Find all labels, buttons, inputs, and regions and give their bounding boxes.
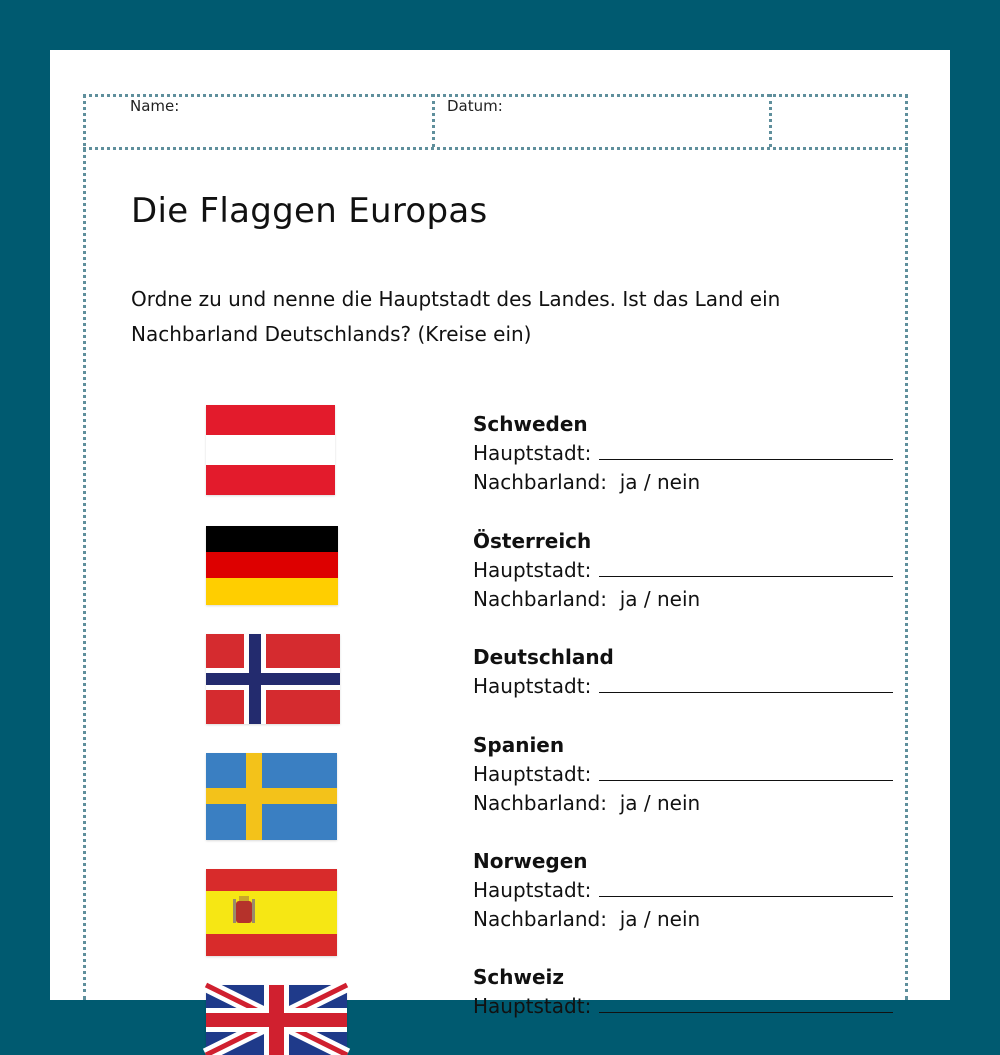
neighbor-label: Nachbarland: [473, 907, 607, 931]
entry-deutschland [473, 643, 893, 701]
capital-input-line[interactable] [599, 439, 893, 460]
neighbor-row [473, 585, 893, 614]
capital-row [473, 992, 893, 1021]
capital-label: Hauptstadt: [473, 994, 592, 1018]
capital-label: Hauptstadt: [473, 762, 592, 786]
capital-input-line[interactable] [599, 876, 893, 897]
neighbor-row [473, 789, 893, 818]
neighbor-row [473, 905, 893, 934]
capital-input-line[interactable] [599, 992, 893, 1013]
entry-oesterreich [473, 527, 893, 614]
austria-flag-icon [206, 405, 335, 495]
capital-label: Hauptstadt: [473, 441, 592, 465]
header-divider-name-date [432, 94, 435, 147]
entry-norwegen [473, 847, 893, 934]
country-name: Deutschland [473, 645, 614, 669]
uk-flag-icon [206, 985, 347, 1055]
instruction-text: Ordne zu und nenne die Hauptstadt des Landes. Ist das Land ein Nachbarland Deutschlands? (Kreise ein) [131, 287, 781, 346]
country-name: Spanien [473, 733, 565, 757]
entry-spanien [473, 731, 893, 818]
country-name: Norwegen [473, 849, 588, 873]
capital-input-line[interactable] [599, 672, 893, 693]
entry-schweden [473, 410, 893, 497]
capital-label: Hauptstadt: [473, 674, 592, 698]
header-bottom-border [83, 147, 908, 150]
header-right-border [905, 94, 908, 1000]
header-divider-date-extra [769, 94, 772, 147]
neighbor-options[interactable]: ja / nein [613, 587, 701, 611]
capital-row [473, 760, 893, 789]
country-name: Österreich [473, 529, 592, 553]
country-name: Schweiz [473, 965, 565, 989]
spain-flag-icon [206, 869, 337, 956]
date-label: Datum: [447, 97, 503, 115]
neighbor-label: Nachbarland: [473, 470, 607, 494]
capital-row [473, 556, 893, 585]
capital-label: Hauptstadt: [473, 558, 592, 582]
capital-row [473, 439, 893, 468]
name-label: Name: [130, 97, 180, 115]
neighbor-options[interactable]: ja / nein [613, 791, 701, 815]
country-name: Schweden [473, 412, 588, 436]
sweden-flag-icon [206, 753, 337, 840]
norway-flag-icon [206, 634, 340, 724]
capital-input-line[interactable] [599, 760, 893, 781]
capital-input-line[interactable] [599, 556, 893, 577]
capital-label: Hauptstadt: [473, 878, 592, 902]
entry-schweiz [473, 963, 893, 1021]
neighbor-row [473, 468, 893, 497]
neighbor-label: Nachbarland: [473, 587, 607, 611]
germany-flag-icon [206, 526, 338, 605]
capital-row [473, 672, 893, 701]
neighbor-options[interactable]: ja / nein [613, 907, 701, 931]
worksheet-page [50, 50, 950, 1018]
page-title: Die Flaggen Europas [131, 191, 488, 231]
neighbor-options[interactable]: ja / nein [613, 470, 701, 494]
header-left-border [83, 94, 86, 1000]
capital-row [473, 876, 893, 905]
neighbor-label: Nachbarland: [473, 791, 607, 815]
